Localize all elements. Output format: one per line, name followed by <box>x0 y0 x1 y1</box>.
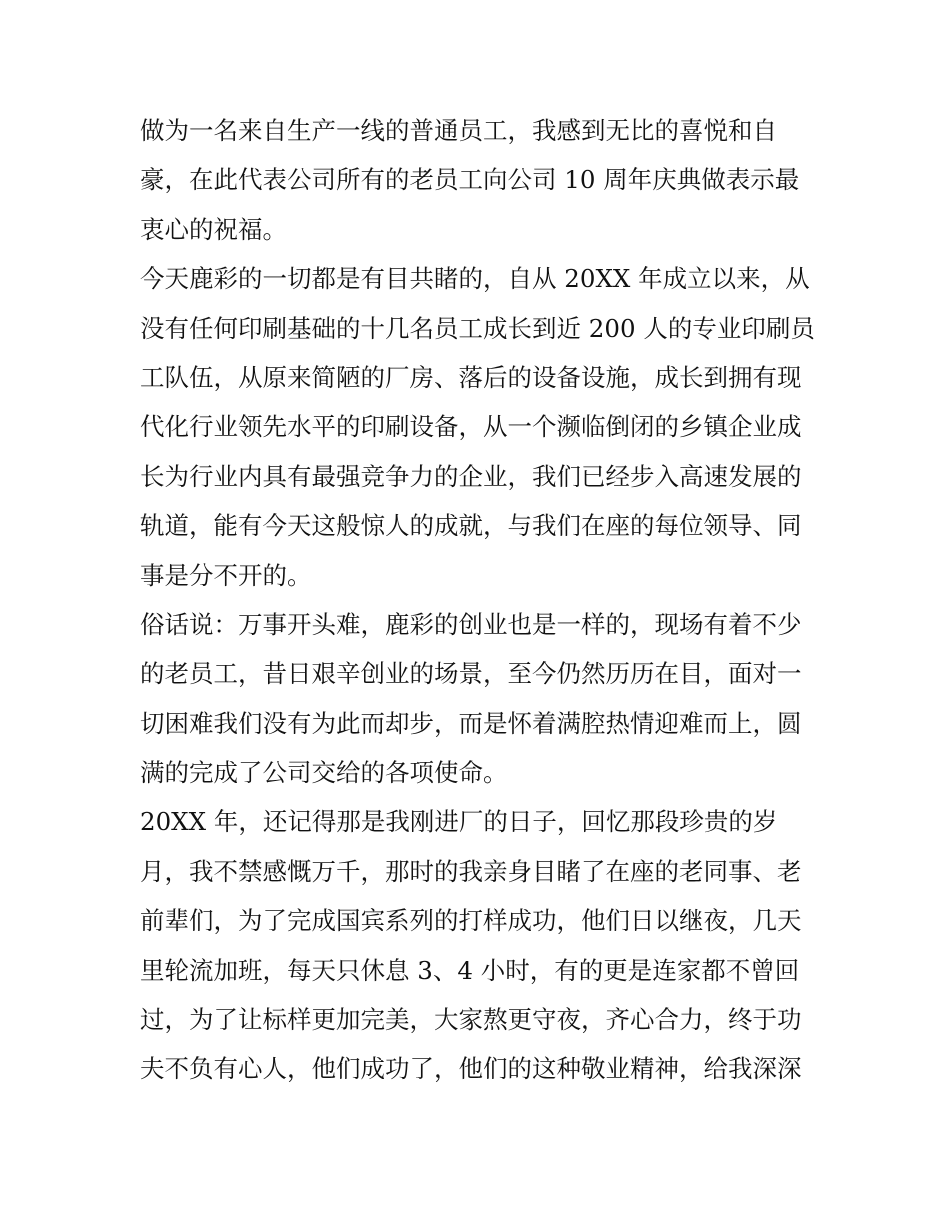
body-text <box>140 106 820 1094</box>
text-line: 俗话说：万事开头难，鹿彩的创业也是一样的，现场有着不少 <box>140 609 802 639</box>
text-line: 豪，在此代表公司所有的老员工向公司 10 周年庆典做表示最 <box>140 165 800 195</box>
text-line: 的老员工，昔日艰辛创业的场景，至今仍然历历在目，面对一 <box>140 659 802 689</box>
text-line: 月，我不禁感慨万千，那时的我亲身目睹了在座的老同事、老 <box>140 856 802 886</box>
text-line: 长为行业内具有最强竞争力的企业，我们已经步入高速发展的 <box>140 461 802 491</box>
text-line: 代化行业领先水平的印刷设备，从一个濒临倒闭的乡镇企业成 <box>140 412 802 442</box>
text-line: 里轮流加班，每天只休息 3、4 小时，有的更是连家都不曾回 <box>140 955 800 985</box>
text-line: 做为一名来自生产一线的普通员工，我感到无比的喜悦和自 <box>140 116 777 145</box>
text-line: 事是分不开的。 <box>140 560 312 590</box>
text-line: 切困难我们没有为此而却步，而是怀着满腔热情迎难而上，圆 <box>140 708 802 738</box>
text-line: 衷心的祝福。 <box>140 214 287 244</box>
text-line: 今天鹿彩的一切都是有目共睹的，自从 20XX 年成立以来，从 <box>140 264 810 294</box>
text-line: 前辈们，为了完成国宾系列的打样成功，他们日以继夜，几天 <box>140 906 802 936</box>
text-line: 满的完成了公司交给的各项使命。 <box>140 758 508 788</box>
text-line: 过，为了让标样更加完美，大家熬更守夜，齐心合力，终于功 <box>140 1005 802 1035</box>
text-line: 工队伍，从原来简陋的厂房、落后的设备设施，成长到拥有现 <box>140 362 802 392</box>
text-line: 没有任何印刷基础的十几名员工成长到近 200 人的专业印刷员 <box>140 313 815 343</box>
text-line: 夫不负有心人，他们成功了，他们的这种敬业精神，给我深深 <box>140 1054 802 1084</box>
text-line: 轨道，能有今天这般惊人的成就，与我们在座的每位领导、同 <box>140 511 802 541</box>
text-line: 20XX 年，还记得那是我刚进厂的日子，回忆那段珍贵的岁 <box>140 807 778 837</box>
